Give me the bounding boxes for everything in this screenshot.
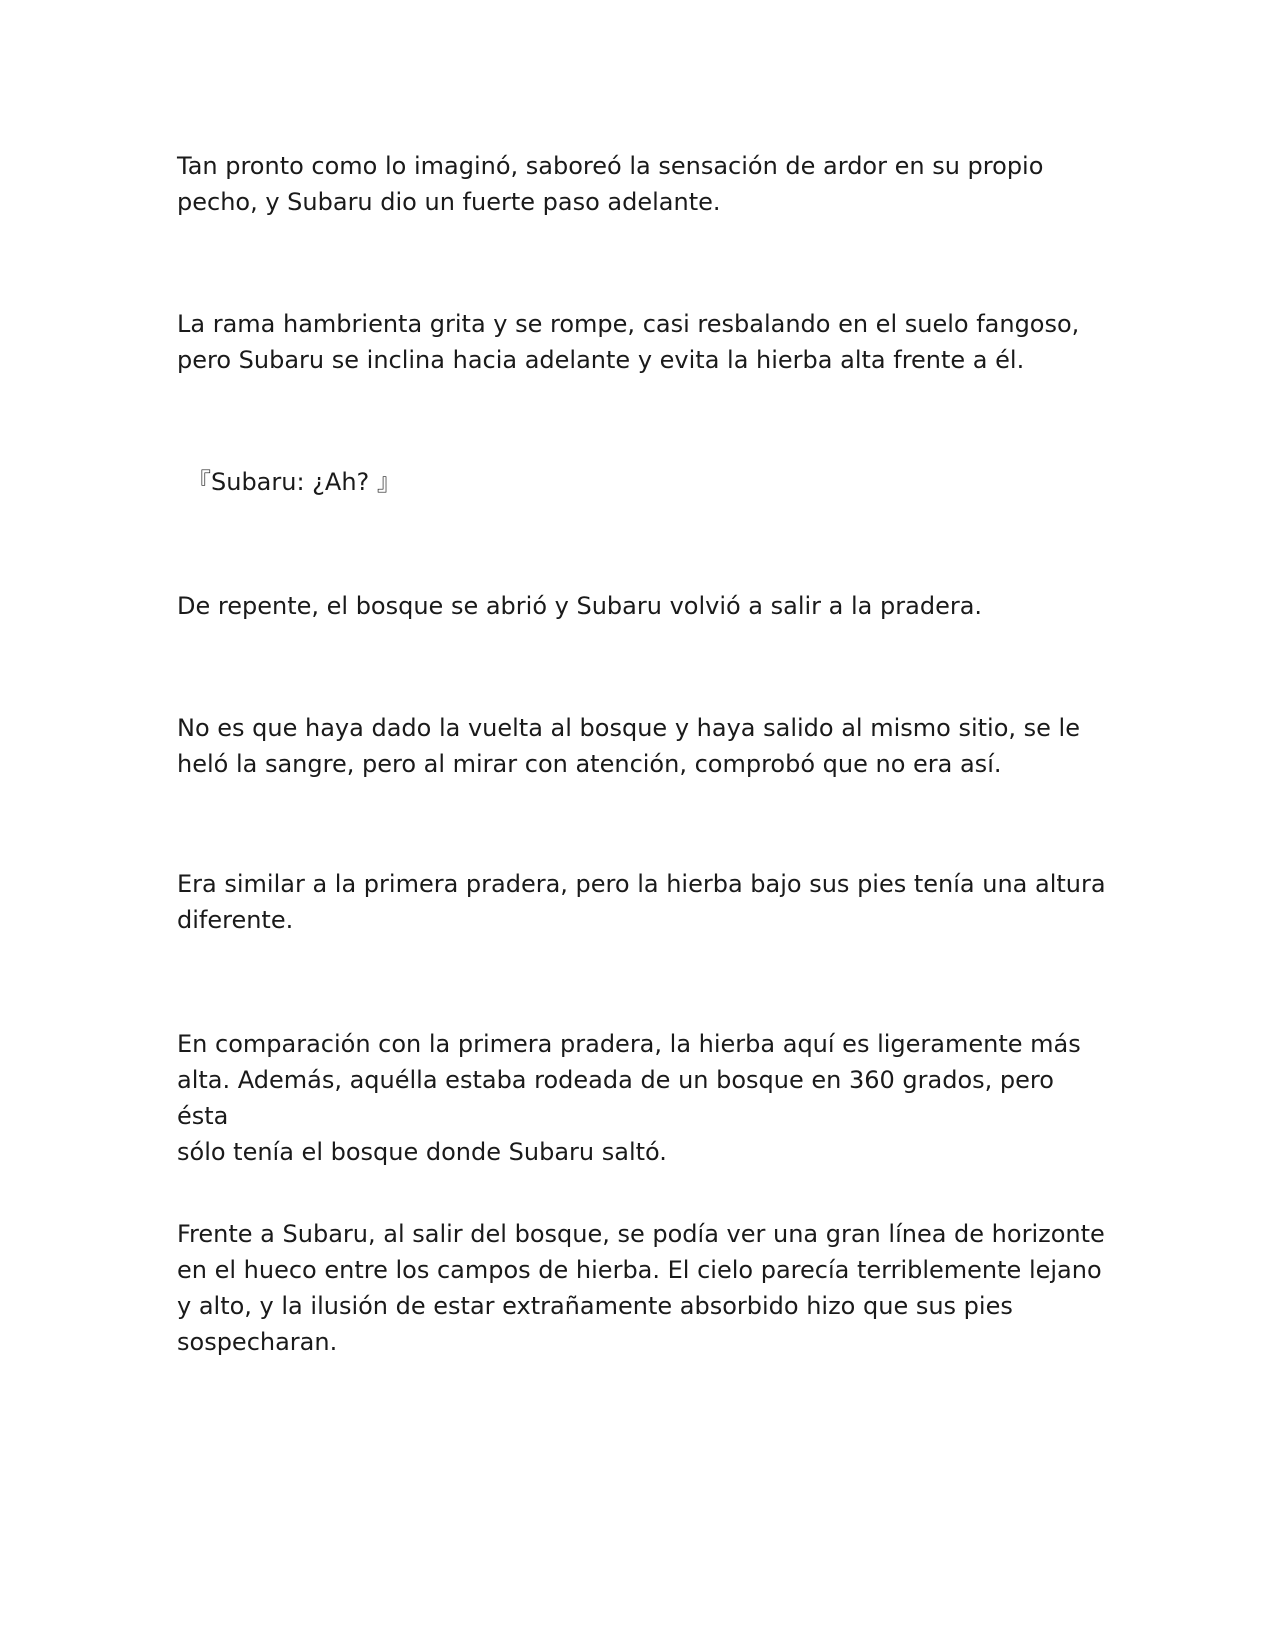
paragraph: En comparación con la primera pradera, la hierba aquí es ligeramente más alta. Además, aquélla estaba rodeada de un bosque en 360 grados, pero ésta sólo tenía el bosque donde Subaru saltó. — [177, 1030, 1081, 1166]
paragraph: Frente a Subaru, al salir del bosque, se podía ver una gran línea de horizonte en el hueco entre los campos de hierba. El cielo parecía terriblemente lejano y alto, y la ilusión de estar extrañamente absorbido hizo que sus pies sospecharan. — [177, 1220, 1105, 1356]
dialogue-line: 『Subaru: ¿Ah? 』 — [187, 468, 401, 496]
paragraph: No es que haya dado la vuelta al bosque y haya salido al mismo sitio, se le heló la sangre, pero al mirar con atención, comprobó que no era así. — [177, 714, 1080, 778]
paragraph: La rama hambrienta grita y se rompe, casi resbalando en el suelo fangoso, pero Subaru se inclina hacia adelante y evita la hierba alta frente a él. — [177, 310, 1080, 374]
paragraph: De repente, el bosque se abrió y Subaru volvió a salir a la pradera. — [177, 592, 983, 620]
paragraph: Tan pronto como lo imaginó, saboreó la sensación de ardor en su propio pecho, y Subaru dio un fuerte paso adelante. — [177, 152, 1044, 216]
paragraph: Era similar a la primera pradera, pero la hierba bajo sus pies tenía una altura diferente. — [177, 870, 1106, 934]
